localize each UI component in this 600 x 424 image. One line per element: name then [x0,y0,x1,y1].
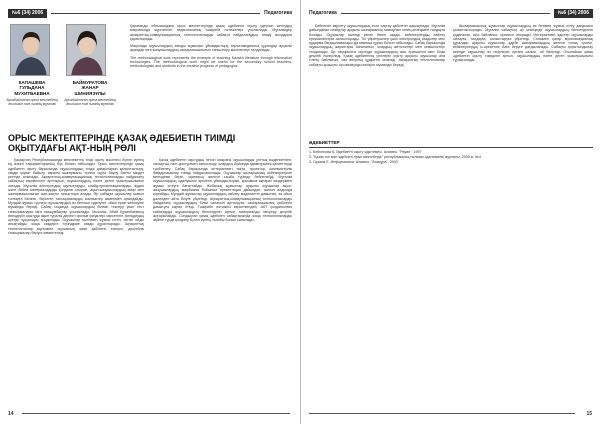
body-text: Шығармашылық жұмыстар оқушылардың өз бетімен жұмыс істеу дағдысын қалыптастырады. Мұғалім сабақтың әр кезеңінде оқушылардың белсенділігін қадағалап, кері байланыс орнатып отырады. Интерактивті әдістер оқушыларды ойлауға, талдауға, салыстыруға үйретеді. Сонымен қатар мультимедиялық құралдар арқылы оқушылар әдеби шығармалардың желісін толық түсініп, кейіпкерлердің іс-әрекетіне баға беруге дағдыланады. Сабақты қорытындылау кезінде оқушылар өз пікірлерін ортаға салып, ой бөліседі. Осылайша қазақ әдебиетін оқыту тиімділігі артып, оқушылардың пәнге деген қызығушылығы тұрақталады. [453,24,593,63]
author-patronymic: ШИНИЯЗҰЛЫ [74,90,106,96]
references-title: ӘДЕБИЕТТЕР [309,140,340,145]
portrait-icon [67,25,106,76]
body-text: Қазақстан Республикасында мемлекеттік тілді оқыту мәселесі бүгінгі күннің ең өзекті тақырыптарының бірі болып табылады. Орыс мектептерінде қазақ әдебиетін оқыту барысында оқушылардың тілдік дағдыларын қалыптастыру, сөздік қорын байыту, көркем шығарманы түсініп оқуға баулу басты міндет ретінде алынады. Ақпараттық-коммуникациялық технологияларды пайдалану сабақтың көрнекілігін арттырып, оқушылардың пәнге деген қызығушылығын оятады. Мұғалім электрондық оқулықтарды, слайд-презентацияларды, аудио және бейне материалдарды қолдана отырып, ақын-жазушылардың өмірі мен шығармашылығын жан-жақты таныстыра алады. Әр сабақта оқушылар шағын топтарға бөлініп, берілген тапсырмаларды компьютер көмегімен орындайды. Мұндай жұмыс түрлері оқушылардың өз бетінше ізденуіне, ойын еркін жеткізуіне мүмкіндік береді. Сабақ соңында оқушылардың білімін тексеру үшін тест тапсырмалары мен сөзжұмбақтар ұсынылады. Мысалы, Абай Құнанбаевтың өлеңдерін оқытуда ақын туралы деректі фильм үзінділері көрсетіліп, өлеңдердің әуенді нұсқалары тыңдалады. Оқушылар мәтінмен жұмыс істеп, негізгі ойды анықтайды, жаңа сөздерге түсіндірме сөздік құрастырады. Ақпараттық технологиялар мұғалімге оқушының жеке қабілетін ескеріп, деңгейлік тапсырмалар беруге көмектеседі. [8,158,144,236]
header-rule [51,13,260,14]
author-role: Ауызбайтоған орта мектебінің ағылшын тілі пәнінің мұғалімі [64,98,116,107]
body-column-2 [153,158,292,402]
author-photo-kapasheva [10,24,50,76]
author-role: Ауызбайтоған орта мектебінің ағылшын тілі пәнінің мұғалімі [6,98,58,107]
body-column-1 [8,158,144,402]
footer-rule [309,413,575,414]
section-label: Педагогика [309,10,337,16]
portrait-icon [11,25,50,76]
article-title: ОРЫС МЕКТЕПТЕРІНДЕ ҚАЗАҚ ӘДЕБИЕТІН ТИІМДІ ОҚЫТУДАҒЫ АҚТ-НЫҢ РӨЛІ [8,133,236,153]
abstract-paragraph: Қарағанды облысындағы орыс мектептерінде қазақ әдебиетін оқыту үдерісін жетілдіру мақсатында жүргізілген педагогикалық тәжірибе нәтижелері ұсынылады. Мұғалімдер ақпараттық-коммуникациялық технологияларды сабақта пайдаланудың тиімді жолдарын қарастырады. [130,24,292,41]
right-header [309,8,593,18]
author-firstname: ГУЛЬДАНА [19,85,45,91]
reference-item: 1. Бейсенова К. Әдебиетті оқыту әдістемесі. Алматы: "Рауан", 1997 [309,150,422,154]
author-photo-baymuratova [66,24,106,76]
section-label: Педагогика [264,10,292,16]
references-rule [309,147,593,148]
references-list [309,150,593,165]
author-block-baymuratova [62,80,118,106]
body-column-1 [309,24,445,132]
abstract-column [130,24,292,128]
abstract-english: The methodological work represents the example of teaching Kazakh literature through information technologies. The methodological work might be useful for the secondary school teachers, methodologists and students in the creative progress of pedagogics. [130,55,292,69]
body-column-2 [453,24,593,132]
author-patronymic: МУХИТБАЕВНА [14,90,50,96]
reference-item: 3. Оразов Е. Информатика. Алматы: "Атамұра", 2003 [309,160,398,164]
header-rule [341,13,550,14]
body-text: Қазақ әдебиетін оқытудың негізгі мақсаты оқушыларды ұлттық мәдениетпен, халықтың салт-дәстүрімен таныстыру, олардың бойында адамгершілік қасиеттерді тәрбиелеу. Сабақ барысында интерактивті тақта, проектор, компьютерлік бағдарламалар тиімді пайдаланылады. Оқушылар шығарманың кейіпкерлеріне мінездеме беріп, оқиғаның желісін сызба түрінде бейнелейді. Мұғалім оқушылардың ізденушілік әрекетін ұйымдастырып, қосымша ақпарат көздерімен жұмыс істеуге бағыттайды. Жобалық жұмыстар арқылы оқушылар ақын-жазушылардың өмірбаяны бойынша презентация дайындап, сынып алдында қорғайды. Мұндай жұмыстар оқушылардың сөйлеу мәдениетін дамытып, өз ойын дәлелдеп айта білуге үйретеді. Ақпараттық-коммуникациялық технологияларды пайдалану оқушылардың білім сапасын арттыруға, шығармашылық қабілетін дамытуға ықпал етеді. Тәжірибе нәтижесі көрсеткендей, АКТ қолданылған сабақтарда оқушылардың белсенділігі артып, материалды меңгеру деңгейі жоғарылайды. Сондықтан қазақ әдебиеті сабақтарында жаңа технологияларды жүйелі түрде қолдану бүгінгі күннің талабы болып саналады. [153,158,292,223]
page-number: 15 [586,411,592,417]
body-text: Бейнелеп көрсету оқушылардың есте сақтау қабілетін жақсартады. Мұғалім дайындаған слайдтар арқылы шығарманың мазмұнын кезең-кезеңімен талдауға болады. Оқушылар мәтінді рөлге бөліп оқиды, кейіпкерлердің сөйлеу ерекшеліктерін салыстырады. Тіл үйренушілер үшін электрондық сөздіктер мен аударма бағдарламалары да көмекші құрал болып табылады. Сабақ барысында оқушылардың жауаптары бағаланып, олардың жетістіктері мен кемшіліктері талданады. Әр тақырыпты оқытуда оқушылардың жас ерекшелігі мен білім деңгейі ескеріледі. Қазақ әдебиетінің үлгілерін оқыту арқылы оқушылар ана тілінің байлығын, сөз өнерінің құдіретін сезінеді. Ақпараттық технологиялар сабақты қызықты әрі мазмұнды өткізуге мүмкіндік береді. [309,24,445,67]
author-block-kapasheva [4,80,60,106]
right-page [300,0,600,424]
left-header [8,8,292,18]
abstract-paragraph: Мақалада оқушылардың өзіндік жұмысын ұйымдастыру, мультимедиялық құралдар арқылы ақындар мен жазушылардың шығармашылығын таныстыру мәселелері талданады. [130,44,292,53]
author-surname: БАЙМУРАТОВА [72,80,108,85]
issue-number: №6 (34) 2006 [8,9,47,18]
author-surname: КАПАШЕВА [18,80,46,85]
page-number: 14 [8,411,14,417]
issue-number: №6 (34) 2006 [554,9,593,18]
author-firstname: ЖАНАР [81,85,99,91]
reference-item: 2. "Қазақ тілі мен әдебиеті орыс мектебінде" республикалық ғылыми-әдістемелік журналы, 2005 ж. №4 [309,155,481,159]
footer-rule [22,413,290,414]
